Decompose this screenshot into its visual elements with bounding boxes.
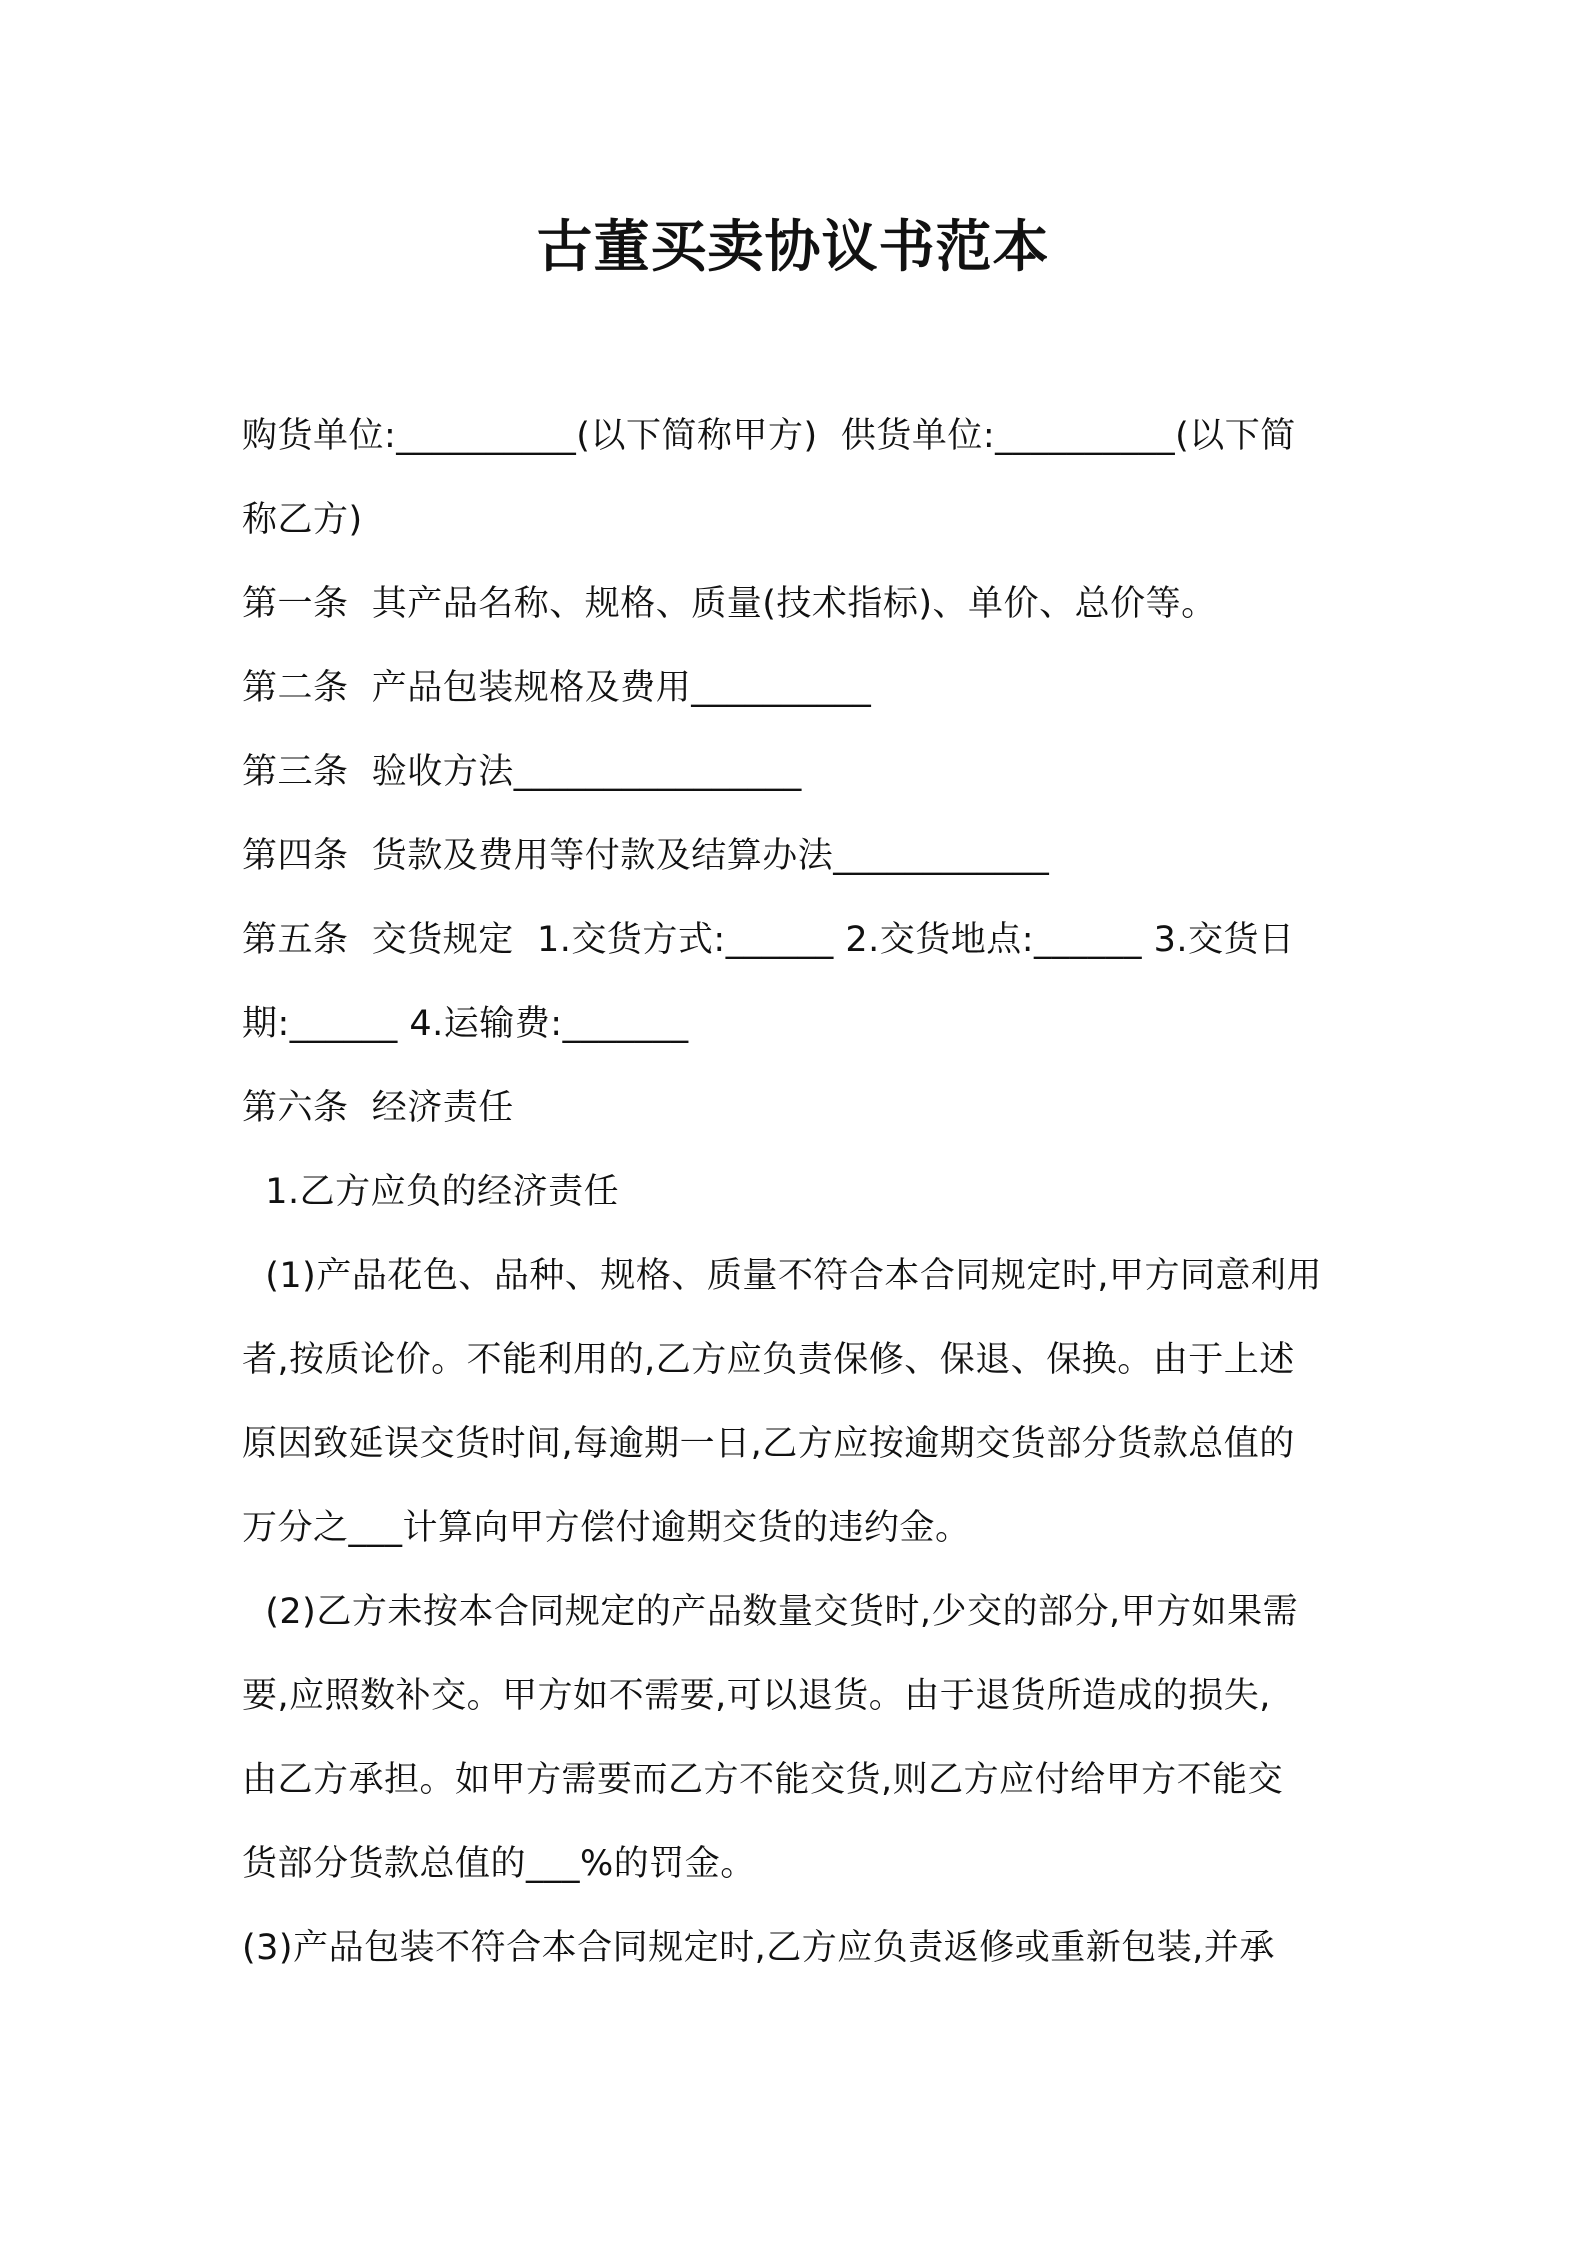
text-line-clause-2-cont-2: 由乙方承担。如甲方需要而乙方不能交货,则乙方应付给甲方不能交 — [242, 1760, 1284, 1800]
text-line-clause-2-cont-3: 货部分货款总值的___%的罚金。 — [242, 1844, 756, 1884]
text-line-article-6: 第六条 经济责任 — [242, 1088, 514, 1128]
document-title: 古董买卖协议书范本 — [536, 215, 1050, 280]
text-line-clause-1: (1)产品花色、品种、规格、质量不符合本合同规定时,甲方同意利用 — [242, 1256, 1322, 1296]
text-line-clause-2: (2)乙方未按本合同规定的产品数量交货时,少交的部分,甲方如果需 — [242, 1592, 1299, 1632]
text-line-article-4: 第四条 货款及费用等付款及结算办法____________ — [242, 836, 1050, 876]
text-line-clause-1-cont-2: 原因致延误交货时间,每逾期一日,乙方应按逾期交货部分货款总值的 — [242, 1424, 1295, 1464]
text-line-article-5: 第五条 交货规定 1.交货方式:______ 2.交货地点:______ 3.交货日 — [242, 920, 1295, 960]
text-line-buyer-supplier: 购货单位:__________(以下简称甲方) 供货单位:__________(以下简 — [242, 416, 1296, 456]
text-line-clause-3: (3)产品包装不符合本合同规定时,乙方应负责返修或重新包装,并承 — [242, 1928, 1275, 1968]
text-line-article-3: 第三条 验收方法________________ — [242, 752, 802, 792]
text-line-article-2: 第二条 产品包装规格及费用__________ — [242, 668, 872, 708]
text-line-clause-2-cont-1: 要,应照数补交。甲方如不需要,可以退货。由于退货所造成的损失, — [242, 1676, 1271, 1716]
text-line-clause-1-cont-3: 万分之___计算向甲方偿付逾期交货的违约金。 — [242, 1508, 971, 1548]
text-line-article-1: 第一条 其产品名称、规格、质量(技术指标)、单价、总价等。 — [242, 584, 1217, 624]
text-line-clause-1-cont-1: 者,按质论价。不能利用的,乙方应负责保修、保退、保换。由于上述 — [242, 1340, 1295, 1380]
text-line-buyer-supplier-cont: 称乙方) — [242, 500, 363, 540]
text-line-article-5-cont: 期:______ 4.运输费:_______ — [242, 1004, 689, 1044]
text-line-section-1: 1.乙方应负的经济责任 — [242, 1172, 620, 1212]
